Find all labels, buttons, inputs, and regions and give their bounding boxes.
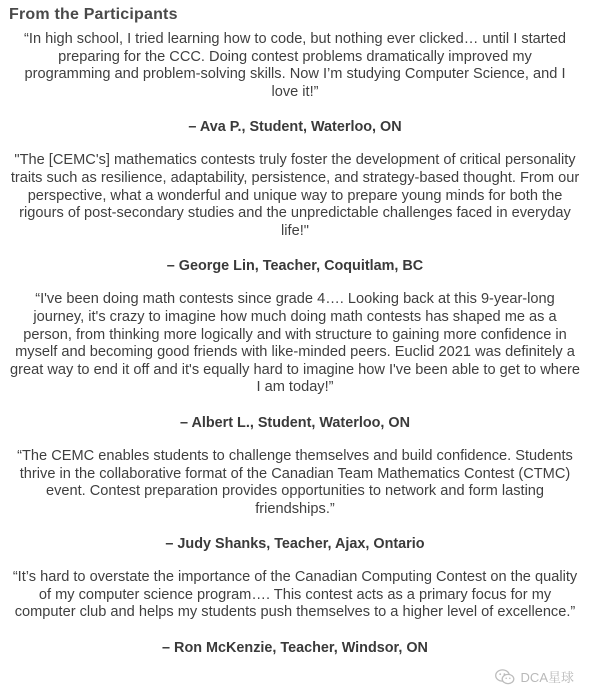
testimonial-ava <box>4 31 586 136</box>
testimonial-quote: “I've been doing math contests since grade 4…. Looking back at this 9-year-long journey, it's crazy to imagine how much doing math contests has shaped me as a person, from thinking more logically and with structure to gaining more confidence in myself and becoming good friends with like-minded peers. Euclid 2021 was definitely a great way to end it off and it's equally hard to imagine how I've been able to get to where I am today!” <box>10 291 580 396</box>
testimonials-list <box>4 31 586 657</box>
watermark <box>495 667 574 686</box>
testimonial-quote: “It’s hard to overstate the importance of the Canadian Computing Contest on the quality of my computer science program…. This contest acts as a primary focus for my computer club and helps my students push themselves to a higher level of excellence.” <box>12 569 578 621</box>
testimonial-quote: “In high school, I tried learning how to code, but nothing ever clicked… until I started preparing for the CCC. Doing contest problems dramatically improved my programming and problem-solving skills. Now I’m studying Computer Science, and I love it!” <box>24 31 566 100</box>
testimonial-ron <box>4 569 586 657</box>
testimonial-attribution: – Judy Shanks, Teacher, Ajax, Ontario <box>165 536 425 553</box>
testimonial-albert <box>4 291 586 432</box>
testimonial-attribution: – Albert L., Student, Waterloo, ON <box>180 414 410 431</box>
testimonial-quote: "The [CEMC's] mathematics contests truly foster the development of critical personality traits such as resilience, adaptability, persistence, and strategy-based thought. From our perspective, what a wonderful and unique way to prepare young minds for both the rigours of post-secondary studies and the unpredictable challenges faced in everyday life!" <box>10 152 580 239</box>
section-title: From the Participants <box>9 6 178 23</box>
testimonial-george <box>4 152 586 275</box>
watermark-text: DCA星球 <box>520 670 574 685</box>
wechat-icon <box>495 669 515 685</box>
testimonial-attribution: – Ava P., Student, Waterloo, ON <box>188 119 402 136</box>
testimonial-judy <box>4 448 586 553</box>
testimonial-quote: “The CEMC enables students to challenge themselves and build confidence. Students thrive in the collaborative format of the Canadian Team Mathematics Contest (CTMC) event. Contest preparation provides opportunities to network and form lasting friendships.” <box>17 447 573 517</box>
testimonial-attribution: – George Lin, Teacher, Coquitlam, BC <box>166 258 424 275</box>
testimonial-attribution: – Ron McKenzie, Teacher, Windsor, ON <box>162 640 428 657</box>
